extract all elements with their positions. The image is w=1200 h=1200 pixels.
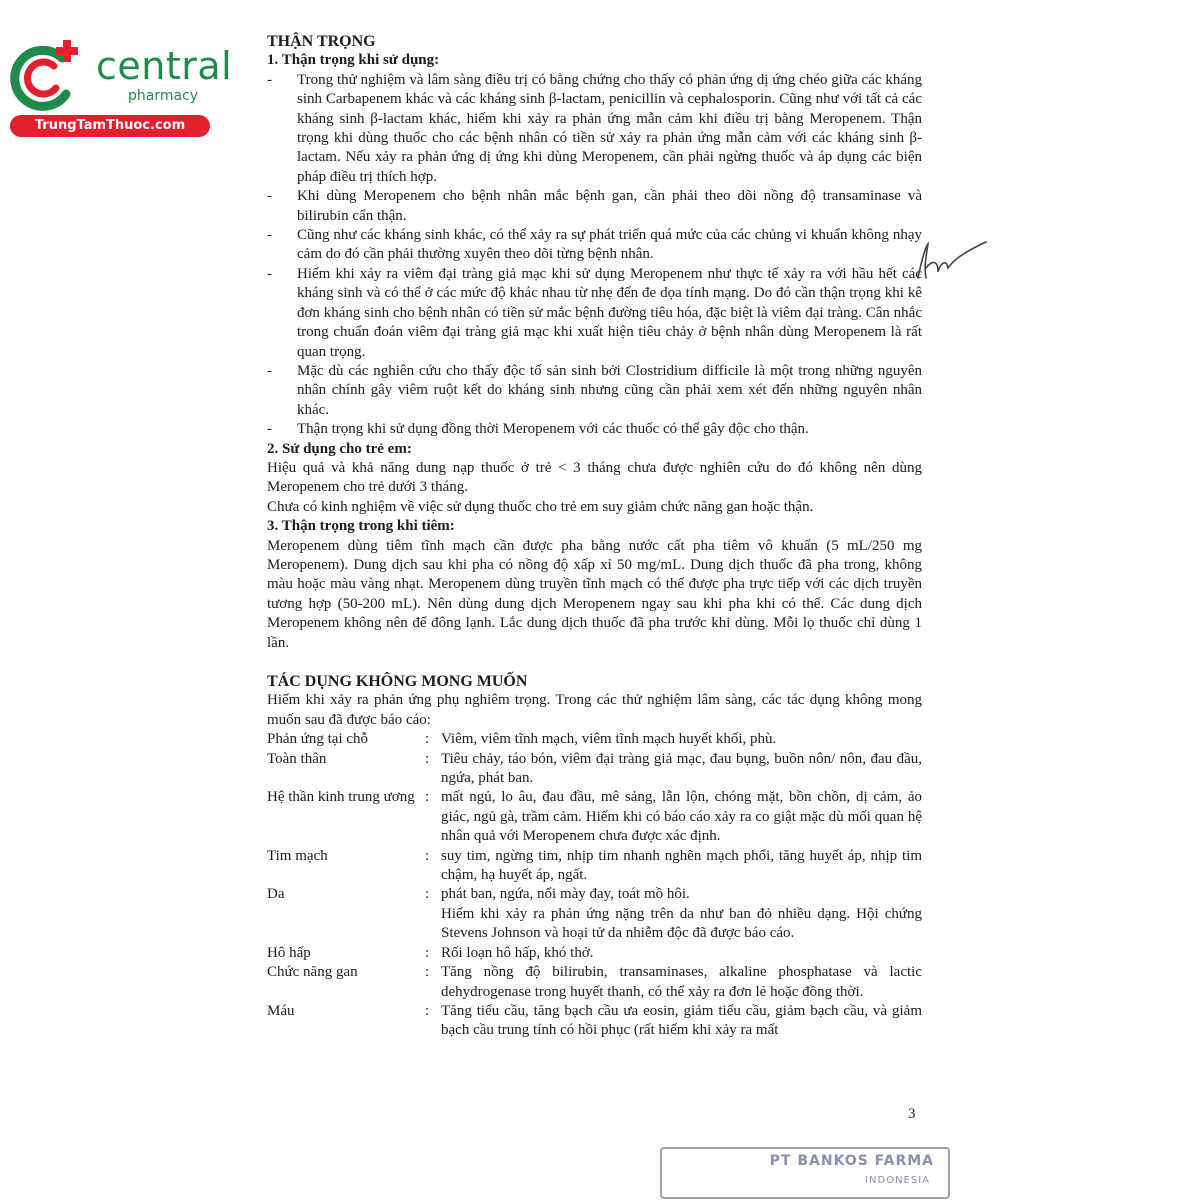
row-label: Toàn thân [267, 750, 327, 767]
row-text: suy tim, ngừng tim, nhịp tim nhanh nghẽn mạch phổi, tăng huyết áp, nhịp tim chậm, hạ huyết áp, ngất. [441, 847, 922, 884]
logo-mark-icon [10, 36, 82, 116]
table-row: Chức năng gan : Tăng nồng độ bilirubin, transaminases, alkaline phosphatase và lactic dehydrogenase trong huyết thanh, có thể xảy ra đơn lẻ hoặc đồng thời. [267, 963, 922, 1002]
precautions-title: THẬN TRỌNG [267, 33, 376, 50]
row-label: Phản ứng tại chỗ [267, 731, 369, 748]
row-label: Tim mạch [267, 847, 328, 864]
adverse-effects-intro: Hiếm khi xảy ra phản ứng phụ nghiêm trọng. Trong các thử nghiệm lâm sàng, các tác dụng không mong muốn sau đã được báo cáo: [267, 692, 922, 728]
row-text: Tăng nồng độ bilirubin, transaminases, alkaline phosphatase và lactic dehydrogenase trong huyết thanh, có thể xảy ra đơn lẻ hoặc đồng thời. [441, 964, 922, 1000]
table-row: Máu : Tăng tiểu cầu, tăng bạch cầu ưa eosin, giảm tiểu cầu, giảm bạch cầu, và giảm bạch cầu trung tính có hồi phục (rất hiếm khi xảy ra mất [267, 1002, 922, 1041]
section-3-title: 3. Thận trọng trong khi tiêm: [267, 518, 455, 535]
list-item: - Mặc dù các nghiên cứu cho thấy độc tố sản sinh bởi Clostridium difficile là một trong những nguyên nhân chính gây viêm ruột kết do kháng sinh nhưng cũng cần phải xem xét đến những nguyên nhân khác. [267, 362, 922, 418]
row-label: Da [267, 886, 285, 903]
row-text: Rối loạn hô hấp, khó thở. [441, 944, 594, 961]
stamp-sub-text: INDONESIA [865, 1175, 930, 1186]
bullet-text: Trong thử nghiệm và lâm sàng điều trị có bằng chứng cho thấy có phản ứng dị ứng chéo giữa các kháng sinh Carbapenem khác và các kháng sinh β-lactam, penicillin và cephalosporin. Cũng như với tất cả các kháng sinh β-lactam khác, hiếm khi xảy ra phản ứng mẫn cảm khi điều trị bằng Meropenem. Thận trọng khi dùng thuốc cho các bệnh nhân có tiền sử xảy ra phản ứng mẫn cảm với các kháng sinh β-lactam. Nếu xảy ra phản ứng dị ứng khi dùng Meropenem, cần phải ngừng thuốc và áp dụng các biện pháp điều trị thích hợp. [297, 71, 922, 185]
page-number: 3 [908, 1106, 916, 1122]
document-page [267, 32, 922, 1041]
table-row: Hệ thần kinh trung ương : mất ngủ, lo âu, đau đầu, mê sảng, lẫn lộn, chóng mặt, bồn chồn, dị cảm, ảo giác, ngủ gà, trầm cảm. Hiếm khi có báo cáo xảy ra co giật mặc dù mối quan hệ nhân quả với Meropenem chưa được xác định. [267, 788, 922, 846]
bullet-text: Mặc dù các nghiên cứu cho thấy độc tố sản sinh bởi Clostridium difficile là một trong những nguyên nhân chính gây viêm ruột kết do kháng sinh nhưng cũng cần phải xem xét đến những nguyên nhân khác. [297, 362, 922, 418]
list-item: - Thận trọng khi sử dụng đồng thời Meropenem với các thuốc có thể gây độc cho thận. [267, 421, 809, 438]
row-label: Máu [267, 1002, 295, 1019]
bullet-text: Khi dùng Meropenem cho bệnh nhân mắc bệnh gan, cần phải theo dõi nồng độ transaminase và bilirubin cẩn thận. [297, 188, 922, 224]
logo-subtitle: pharmacy [128, 88, 199, 104]
central-pharmacy-logo [10, 36, 233, 136]
table-row: Da : phát ban, ngứa, nổi mày đay, toát mồ hôi. Hiếm khi xảy ra phản ứng nặng trên da như ban đỏ nhiều dạng. Hội chứng Stevens Johnson và hoại tử da nhiễm độc đã được báo cáo. [267, 885, 922, 943]
stamp-main-text: PT BANKOS FARMA [769, 1153, 934, 1169]
row-text-line-2: Hiếm khi xảy ra phản ứng nặng trên da như ban đỏ nhiều dạng. Hội chứng Stevens Johnson và hoại tử da nhiễm độc đã được báo cáo. [441, 905, 922, 942]
table-row: Toàn thân : Tiêu chảy, táo bón, viêm đại tràng giả mạc, đau bụng, buồn nôn/ nôn, đau đầu, ngứa, phát ban. [267, 750, 922, 789]
table-row: Tim mạch : suy tim, ngừng tim, nhịp tim nhanh nghẽn mạch phổi, tăng huyết áp, nhịp tim chậm, hạ huyết áp, ngất. [267, 847, 922, 886]
logo-url: TrungTamThuoc.com [10, 115, 210, 137]
list-item: - Trong thử nghiệm và lâm sàng điều trị có bằng chứng cho thấy có phản ứng dị ứng chéo giữa các kháng sinh Carbapenem khác và các kháng sinh β-lactam, penicillin và cephalosporin. Cũng như với tất cả các kháng sinh β-lactam khác, hiếm khi xảy ra phản ứng mẫn cảm khi điều trị bằng Meropenem. Thận trọng khi dùng thuốc cho các bệnh nhân có tiền sử xảy ra phản ứng mẫn cảm với các kháng sinh β-lactam. Nếu xảy ra phản ứng dị ứng khi dùng Meropenem, cần phải ngừng thuốc và áp dụng các biện pháp điều trị thích hợp. [267, 71, 922, 185]
row-text: mất ngủ, lo âu, đau đầu, mê sảng, lẫn lộn, chóng mặt, bồn chồn, dị cảm, ảo giác, ngủ gà, trầm cảm. Hiếm khi có báo cáo xảy ra co giật mặc dù mối quan hệ nhân quả với Meropenem chưa được xác định. [441, 789, 922, 845]
bullet-text: Cũng như các kháng sinh khác, có thể xảy ra sự phát triển quá mức của các chủng vi khuẩn không nhạy cảm do đó cần phải thường xuyên theo dõi từng bệnh nhân. [297, 227, 922, 263]
logo-brand: central [96, 44, 233, 88]
list-item: - Cũng như các kháng sinh khác, có thể xảy ra sự phát triển quá mức của các chủng vi khuẩn không nhạy cảm do đó cần phải thường xuyên theo dõi từng bệnh nhân. [267, 227, 922, 263]
section-1-title: 1. Thận trọng khi sử dụng: [267, 52, 440, 69]
list-item: - Hiếm khi xảy ra viêm đại tràng giả mạc khi sử dụng Meropenem như thực tế xảy ra với hầu hết các kháng sinh và có thể ở các mức độ khác nhau từ nhẹ đến đe dọa tính mạng. Do đó cần thận trọng khi kê đơn kháng sinh cho bệnh nhân có tiền sử mắc bệnh đường tiêu hóa, đặc biệt là viêm đại tràng. Cân nhắc trong chuẩn đoán viêm đại tràng giả mạc khi xuất hiện tiêu chảy ở bệnh nhân dùng Meropenem là rất quan trọng. [267, 265, 922, 360]
signature-mark [912, 238, 992, 286]
row-label: Hệ thần kinh trung ương [267, 789, 415, 806]
row-text [441, 885, 922, 943]
row-label: Chức năng gan [267, 964, 358, 981]
row-text: Tiêu chảy, táo bón, viêm đại tràng giả mạc, đau bụng, buồn nôn/ nôn, đau đầu, ngứa, phát ban. [441, 750, 922, 787]
row-label: Hô hấp [267, 944, 311, 961]
table-row: Hô hấp : Rối loạn hô hấp, khó thở. [267, 944, 922, 963]
bullet-text: Thận trọng khi sử dụng đồng thời Meropenem với các thuốc có thể gây độc cho thận. [297, 421, 809, 438]
section-2-title: 2. Sử dụng cho trẻ em: [267, 440, 412, 457]
row-text: Tăng tiểu cầu, tăng bạch cầu ưa eosin, giảm tiểu cầu, giảm bạch cầu, và giảm bạch cầu trung tính có hồi phục (rất hiếm khi xảy ra mất [441, 1002, 922, 1039]
list-item: - Khi dùng Meropenem cho bệnh nhân mắc bệnh gan, cần phải theo dõi nồng độ transaminase và bilirubin cẩn thận. [267, 188, 922, 224]
bullet-text: Hiếm khi xảy ra viêm đại tràng giả mạc khi sử dụng Meropenem như thực tế xảy ra với hầu hết các kháng sinh và có thể ở các mức độ khác nhau từ nhẹ đến đe dọa tính mạng. Do đó cần thận trọng khi kê đơn kháng sinh cho bệnh nhân có tiền sử mắc bệnh đường tiêu hóa, đặc biệt là viêm đại tràng. Cân nhắc trong chuẩn đoán viêm đại tràng giả mạc khi xuất hiện tiêu chảy ở bệnh nhân dùng Meropenem là rất quan trọng. [297, 265, 922, 360]
table-row: Phản ứng tại chỗ : Viêm, viêm tĩnh mạch, viêm tĩnh mạch huyết khối, phù. [267, 730, 922, 749]
section-3-paragraph: Meropenem dùng tiêm tĩnh mạch cần được pha bằng nước cất pha tiêm vô khuẩn (5 mL/250 mg Meropenem). Dung dịch sau khi pha có nồng độ xấp xỉ 50 mg/mL. Dung dịch thuốc đã pha trong, không màu hoặc màu vàng nhạt. Meropenem dùng truyền tĩnh mạch có thể được pha trực tiếp với các dịch truyền tương hợp (50-200 mL). Nên dùng dung dịch Meropenem ngay sau khi pha khi có thể. Các dung dịch Meropenem không nên để đông lạnh. Lắc dung dịch thuốc đã pha trước khi dùng. Mỗi lọ thuốc chỉ dùng 1 lần. [267, 537, 922, 651]
row-text: Viêm, viêm tĩnh mạch, viêm tĩnh mạch huyết khối, phù. [441, 731, 777, 748]
company-stamp [660, 1147, 950, 1199]
section-2-paragraph-1: Hiệu quả và khả năng dung nạp thuốc ở trẻ < 3 tháng chưa được nghiên cứu do đó không nên dùng Meropenem cho trẻ dưới 3 tháng. [267, 459, 922, 496]
section-2-paragraph-2: Chưa có kinh nghiệm về việc sử dụng thuốc cho trẻ em suy giảm chức năng gan hoặc thận. [267, 498, 814, 515]
adverse-effects-title: TÁC DỤNG KHÔNG MONG MUỐN [267, 673, 528, 690]
row-text-line-1: phát ban, ngứa, nổi mày đay, toát mồ hôi. [441, 886, 690, 903]
